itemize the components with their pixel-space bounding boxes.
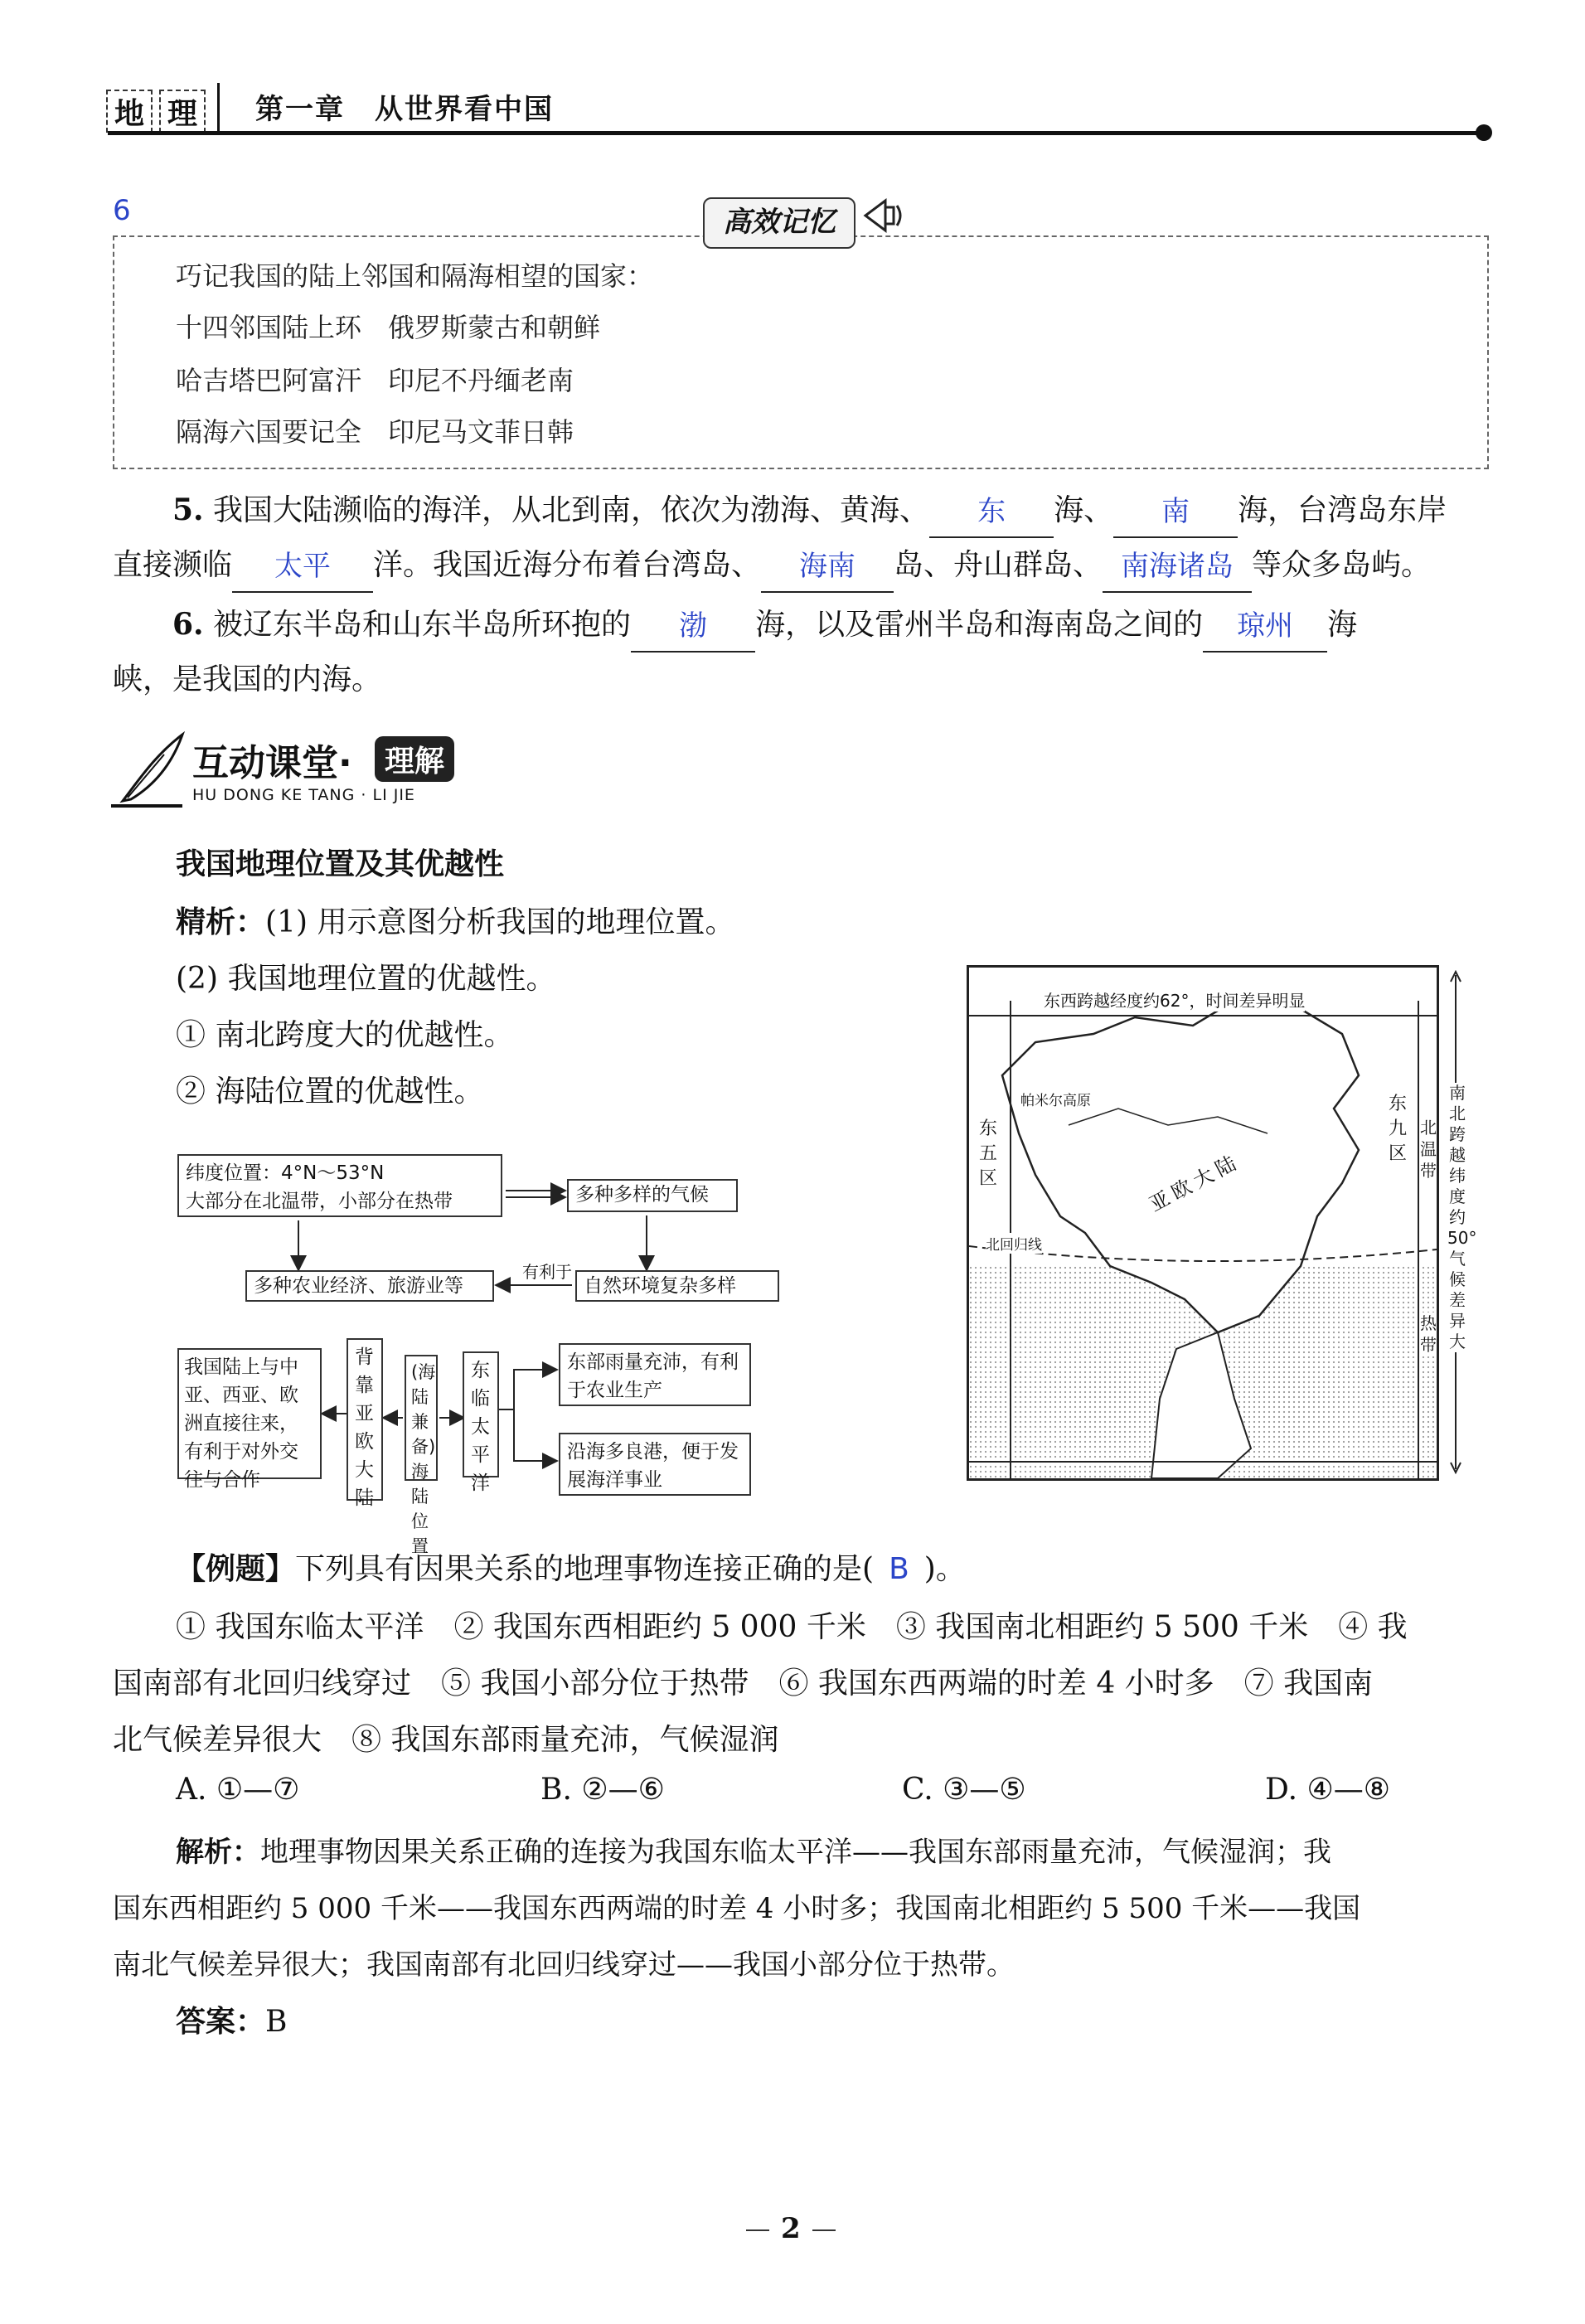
subject-char-1: 地 bbox=[106, 90, 153, 133]
explanation-label: 解析： bbox=[176, 1836, 260, 1869]
answer-value: B bbox=[265, 2005, 288, 2039]
explanation-text: 地理事物因果关系正确的连接为我国东临太平洋——我国东部雨量充沛，气候湿润；我 bbox=[260, 1836, 1331, 1869]
q5-blank-3[interactable]: 太平 bbox=[232, 548, 373, 593]
land-trade-box: 我国陆上与中亚、西亚、欧洲直接往来，有利于对外交往与合作 bbox=[177, 1348, 322, 1479]
q6-text: 被辽东半岛和山东半岛所环抱的 bbox=[213, 608, 632, 642]
analysis-line-3: ① 南北跨度大的优越性。 bbox=[176, 1018, 514, 1052]
memo-title: 高效记忆 bbox=[703, 197, 856, 249]
memo-line-4: 隔海六国要记全 印尼马文菲日韩 bbox=[176, 416, 574, 448]
explanation-line-2: 国东西相距约 5 000 千米——我国东西两端的时差 4 小时多；我国南北相距约 5 500 千米——我国 bbox=[113, 1892, 1361, 1925]
map-drawing bbox=[969, 968, 1437, 1478]
q5-blank-1[interactable]: 东 bbox=[929, 493, 1054, 538]
q5-text: 直接濒临 bbox=[113, 548, 233, 582]
china-location-map bbox=[967, 965, 1439, 1481]
section-title: 互动课堂· bbox=[192, 742, 352, 784]
q5-text: 海、 bbox=[1054, 493, 1114, 527]
east-pacific-box: 东临太平洋 bbox=[463, 1351, 499, 1477]
map-tropic-label: 北回归线 bbox=[986, 1233, 1042, 1254]
analysis-label: 精析： bbox=[176, 905, 266, 939]
latitude-sub: 大部分在北温带，小部分在热带 bbox=[186, 1191, 453, 1212]
header-rule bbox=[108, 131, 1484, 135]
question-5 bbox=[113, 483, 1489, 593]
answer-label: 答案： bbox=[176, 2004, 266, 2039]
option-d[interactable]: D. ④—⑧ bbox=[1265, 1773, 1391, 1807]
explanation-line-3: 南北气候差异很大；我国南部有北回归线穿过——我国小部分位于热带。 bbox=[113, 1948, 1015, 1982]
example-question bbox=[176, 1545, 966, 1588]
q5-text: 岛、舟山群岛、 bbox=[894, 548, 1103, 582]
map-top-label: 东西跨越经度约62°，时间差异明显 bbox=[1044, 987, 1305, 1012]
side-number: 6 bbox=[113, 194, 131, 227]
ports-box: 沿海多良港，便于发展海洋事业 bbox=[559, 1433, 751, 1496]
example-items-line-2: 国南部有北回归线穿过 ⑤ 我国小部分位于热带 ⑥ 我国东西两端的时差 4 小时多 ⑦ 我国南 bbox=[113, 1667, 1374, 1701]
climate-box: 多种多样的气候 bbox=[567, 1179, 738, 1212]
back-eurasia-box: 背靠亚欧大陆 bbox=[347, 1338, 383, 1501]
option-b[interactable]: B. ②—⑥ bbox=[540, 1773, 665, 1807]
q5-text: 海，台湾岛东岸 bbox=[1238, 493, 1447, 527]
map-east9-label: 东九区 bbox=[1389, 1094, 1408, 1164]
latitude-title: 纬度位置：4°N～53°N bbox=[186, 1162, 385, 1184]
example-items-line-3: 北气候差异很大 ⑧ 我国东部雨量充沛，气候湿润 bbox=[113, 1723, 779, 1757]
page-number-line bbox=[746, 2212, 836, 2245]
answer-line bbox=[176, 1998, 287, 2040]
page-number: 2 bbox=[781, 2212, 801, 2245]
analysis-text: (1) 用示意图分析我国的地理位置。 bbox=[265, 905, 735, 939]
sea-land-box: (海陆兼备)海陆位置 bbox=[405, 1355, 438, 1481]
q5-blank-4[interactable]: 海南 bbox=[761, 548, 894, 593]
agriculture-box: 多种农业经济、旅游业等 bbox=[245, 1270, 494, 1302]
map-tropical-label: 热带 bbox=[1420, 1313, 1437, 1355]
question-6 bbox=[113, 597, 1489, 707]
quill-pen-icon bbox=[106, 730, 189, 809]
map-east5-label: 东五区 bbox=[979, 1118, 998, 1189]
rainfall-box: 东部雨量充沛，有利于农业生产 bbox=[559, 1343, 751, 1406]
analysis-line-2: (2) 我国地理位置的优越性。 bbox=[176, 962, 556, 996]
megaphone-icon bbox=[860, 191, 907, 240]
q6-blank-2[interactable]: 琼州 bbox=[1203, 608, 1327, 653]
section-pinyin: HU DONG KE TANG · LI JIE bbox=[192, 786, 415, 804]
map-north-temperate-label: 北温带 bbox=[1420, 1118, 1437, 1181]
option-a[interactable]: A. ①—⑦ bbox=[176, 1773, 300, 1807]
analysis-line-1 bbox=[176, 899, 734, 941]
section-tag: 理解 bbox=[375, 736, 454, 782]
q5-text: 等众多岛屿。 bbox=[1252, 548, 1432, 582]
header-divider bbox=[217, 83, 220, 131]
memo-line-1: 巧记我国的陆上邻国和隔海相望的国家： bbox=[176, 260, 654, 292]
q5-blank-2[interactable]: 南 bbox=[1113, 493, 1238, 538]
memo-line-3: 哈吉塔巴阿富汗 印尼不丹缅老南 bbox=[176, 365, 574, 396]
environment-box: 自然环境复杂多样 bbox=[575, 1270, 779, 1302]
latitude-box bbox=[177, 1154, 502, 1217]
q5-text: 我国大陆濒临的海洋，从北到南，依次为渤海、黄海、 bbox=[213, 493, 930, 527]
example-label: 【例题】 bbox=[176, 1551, 296, 1586]
q6-blank-1[interactable]: 渤 bbox=[631, 608, 755, 653]
map-right-label: 南北跨越纬度约50°气候差异大 bbox=[1447, 1083, 1477, 1351]
example-answer[interactable]: B bbox=[889, 1552, 909, 1586]
q5-blank-5[interactable]: 南海诸岛 bbox=[1103, 548, 1252, 593]
example-text: 下列具有因果关系的地理事物连接正确的是( bbox=[295, 1552, 875, 1586]
chapter-title: 第一章 从世界看中国 bbox=[255, 93, 554, 126]
q6-number: 6. bbox=[172, 607, 204, 642]
example-text-end: )。 bbox=[923, 1552, 966, 1586]
option-c[interactable]: C. ③—⑤ bbox=[902, 1773, 1026, 1807]
flowchart bbox=[166, 1144, 779, 1556]
q5-text: 洋。我国近海分布着台湾岛、 bbox=[373, 548, 762, 582]
q6-text: 海，以及雷州半岛和海南岛之间的 bbox=[755, 608, 1204, 642]
benefit-label: 有利于 bbox=[522, 1262, 572, 1282]
q6-text: 峡，是我国的内海。 bbox=[113, 662, 382, 696]
example-items-line-1: ① 我国东临太平洋 ② 我国东西相距约 5 000 千米 ③ 我国南北相距约 5 500 千米 ④ 我 bbox=[176, 1610, 1408, 1644]
q5-number: 5. bbox=[172, 492, 204, 527]
map-pamir-label: 帕米尔高原 bbox=[1020, 1093, 1091, 1109]
topic-title: 我国地理位置及其优越性 bbox=[176, 847, 505, 881]
subject-char-2: 理 bbox=[159, 90, 206, 133]
explanation-line-1 bbox=[176, 1829, 1331, 1870]
memo-line-2: 十四邻国陆上环 俄罗斯蒙古和朝鲜 bbox=[176, 312, 601, 343]
header-dot bbox=[1476, 124, 1492, 141]
q6-text: 海 bbox=[1327, 608, 1358, 642]
map-continent-label: 亚欧大陆 bbox=[1145, 1148, 1244, 1217]
analysis-line-4: ② 海陆位置的优越性。 bbox=[176, 1075, 484, 1109]
